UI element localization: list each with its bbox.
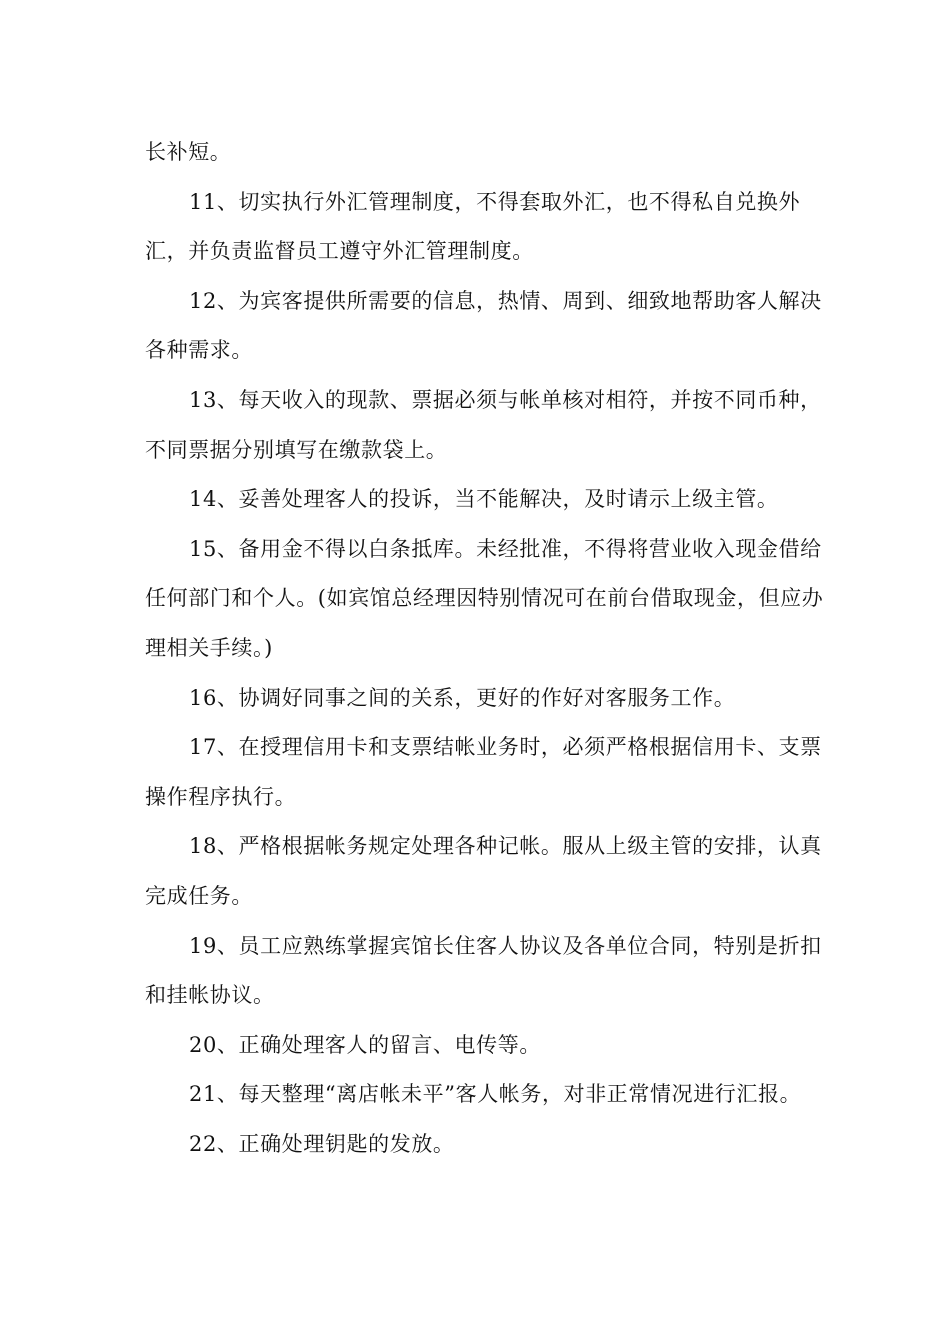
paragraph-item-19: 19、员工应熟练掌握宾馆长住客人协议及各单位合同，特别是折扣和挂帐协议。 (145, 933, 822, 1008)
paragraph-item-13: 13、每天收入的现款、票据必须与帐单核对相符，并按不同币种，不同票据分别填写在缴款袋上。 (145, 387, 822, 462)
paragraph-item-11: 11、切实执行外汇管理制度，不得套取外汇，也不得私自兑换外汇，并负责监督员工遵守外汇管理制度。 (145, 189, 801, 264)
paragraph-item-21: 21、每天整理“离店帐未平”客人帐务，对非正常情况进行汇报。 (189, 1082, 802, 1107)
paragraph-item-22: 22、正确处理钥匙的发放。 (189, 1131, 455, 1156)
paragraph-item-12: 12、为宾客提供所需要的信息，热情、周到、细致地帮助客人解决各种需求。 (145, 288, 822, 363)
paragraph-item-17: 17、在授理信用卡和支票结帐业务时，必须严格根据信用卡、支票操作程序执行。 (145, 735, 822, 809)
paragraph-item-14: 14、妥善处理客人的投诉，当不能解决，及时请示上级主管。 (189, 487, 779, 512)
paragraph-item-20: 20、正确处理客人的留言、电传等。 (189, 1032, 541, 1057)
paragraph-item-15: 15、备用金不得以白条抵库。未经批准，不得将营业收入现金借给任何部门和个人。(如宾馆总经理因特别情况可在前台借取现金，但应办理相关手续。) (145, 536, 824, 660)
paragraph-continuation: 长补短。 (145, 140, 232, 164)
paragraph-item-16: 16、协调好同事之间的关系，更好的作好对客服务工作。 (189, 685, 736, 710)
document-body (145, 128, 825, 1169)
paragraph-item-18: 18、严格根据帐务规定处理各种记帐。服从上级主管的安排，认真完成任务。 (145, 834, 822, 908)
